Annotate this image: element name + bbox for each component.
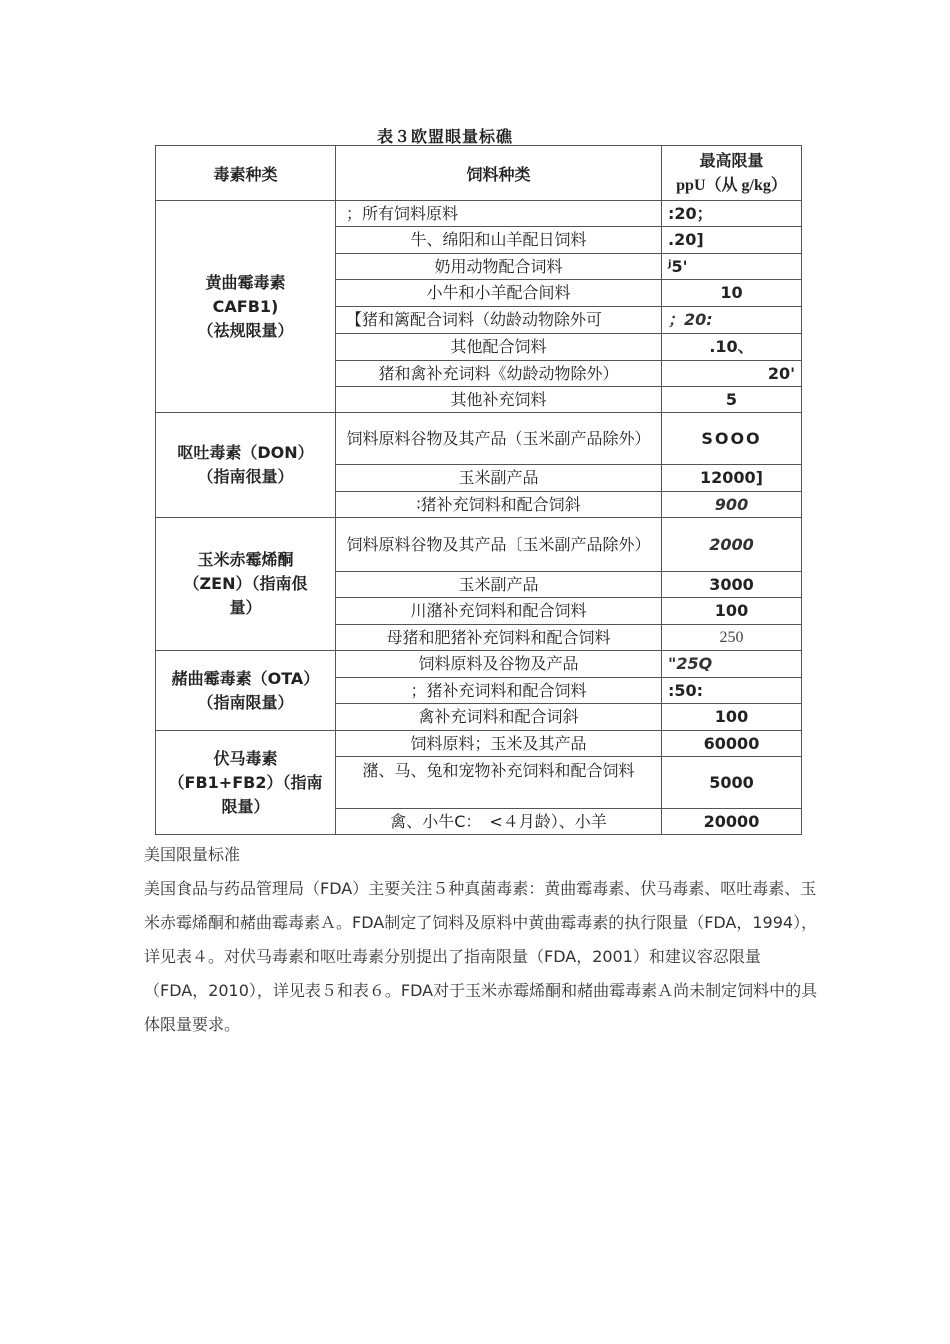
feed-cell: 饲料原料谷物及其产品（玉米副产品除外） — [336, 413, 662, 465]
value-cell: 2000 — [662, 518, 802, 572]
value-cell: 3000 — [662, 572, 802, 598]
value-cell: :50: — [662, 678, 802, 704]
table-row — [156, 731, 802, 757]
value-cell: 250 — [662, 625, 802, 651]
value-cell: ；20: — [662, 307, 802, 334]
value-cell: 60000 — [662, 731, 802, 757]
table-header-row — [156, 146, 802, 201]
body-paragraph: 美国食品与药品管理局（FDA）主要关注５种真菌毒素：黄曲霉毒素、伏马毒素、呕吐毒素、玉米赤霉烯酮和赭曲霉毒素Ａ。FDA制定了饲料及原料中黄曲霉毒素的执行限量（FDA，1994），详见表４。对伏马毒素和呕吐毒素分别提出了指南限量（FDA，2001）和建议容忍限量（FDA，2010），详见表５和表６。FDA对于玉米赤霉烯酮和赭曲霉毒素Ａ尚未制定饲料中的具体限量要求。 — [144, 879, 818, 1034]
category-afb1: 黄曲霉毒素 CAFB1) （祛规限量） — [156, 201, 336, 413]
value-cell: .10、 — [662, 334, 802, 361]
table-row — [156, 201, 802, 227]
feed-cell: 其他配合饲料 — [336, 334, 662, 361]
feed-cell: 饲料原料及谷物及产品 — [336, 651, 662, 678]
feed-cell: 猪和禽补充词料《幼龄动物除外） — [336, 361, 662, 387]
value-cell: ʲ5' — [662, 254, 802, 280]
header-max-line2: ppU（从 g/kg） — [676, 177, 787, 194]
section-heading: 美国限量标准 — [144, 845, 241, 864]
header-toxin: 毒素种类 — [156, 146, 336, 201]
eu-limits-table — [155, 145, 802, 835]
value-cell: .20] — [662, 227, 802, 254]
table-row — [156, 651, 802, 678]
category-fb: 伏马毒素 （FB1+FB2）（指南 限量） — [156, 731, 336, 835]
feed-cell: 禽、小牛C： <４月龄）、小羊 — [336, 809, 662, 835]
feed-cell: 【猪和篱配合词料（幼龄动物除外可 — [336, 307, 662, 334]
feed-cell: 玉米副产品 — [336, 572, 662, 598]
feed-cell: 其他补充饲料 — [336, 387, 662, 413]
value-cell: 5 — [662, 387, 802, 413]
value-cell: "25Q — [662, 651, 802, 678]
category-ota: 赭曲霉毒素（OTA） （指南限量） — [156, 651, 336, 731]
table-caption: 表３欧盟眼量标礁 — [376, 127, 513, 146]
feed-cell: ；猪补充词料和配合饲料 — [336, 678, 662, 704]
feed-cell: 川潴补充饲料和配合饲料 — [336, 598, 662, 625]
feed-cell: 牛、绵阳和山羊配日饲料 — [336, 227, 662, 254]
value-cell: 100 — [662, 704, 802, 731]
value-cell: 100 — [662, 598, 802, 625]
value-cell: 900 — [662, 492, 802, 518]
feed-cell: 饲料原料谷物及其产品〔玉米副产品除外） — [336, 518, 662, 572]
header-max-line1: 最高限量 — [699, 151, 764, 170]
category-don: 呕吐毒素（DON） （指南很量） — [156, 413, 336, 518]
feed-cell: 潴、马、兔和宠物补充饲料和配合饲料 — [336, 757, 662, 809]
table-row — [156, 413, 802, 465]
header-feed: 饲料种类 — [336, 146, 662, 201]
feed-cell: 玉米副产品 — [336, 465, 662, 492]
table-row — [156, 518, 802, 572]
feed-cell: 禽补充词料和配合词斜 — [336, 704, 662, 731]
feed-cell: 小牛和小羊配合间料 — [336, 280, 662, 307]
body-text — [144, 838, 820, 1042]
feed-cell: ∶猪补充饲料和配合饲斜 — [336, 492, 662, 518]
value-cell: 20000 — [662, 809, 802, 835]
feed-cell: 饲料原料；玉米及其产品 — [336, 731, 662, 757]
value-cell: 20' — [662, 361, 802, 387]
feed-cell: ；所有饲料原料 — [336, 201, 662, 227]
value-cell: 12000] — [662, 465, 802, 492]
feed-cell: 奶用动物配合词料 — [336, 254, 662, 280]
category-zen: 玉米赤霉烯酮 （ZEN）（指南佷 量） — [156, 518, 336, 651]
value-cell: :20； — [662, 201, 802, 227]
value-cell: 10 — [662, 280, 802, 307]
header-max-limit — [662, 146, 802, 201]
value-cell: 5000 — [662, 757, 802, 809]
feed-cell: 母猪和肥猪补充饲料和配合饲料 — [336, 625, 662, 651]
value-cell: SOOO — [662, 413, 802, 465]
